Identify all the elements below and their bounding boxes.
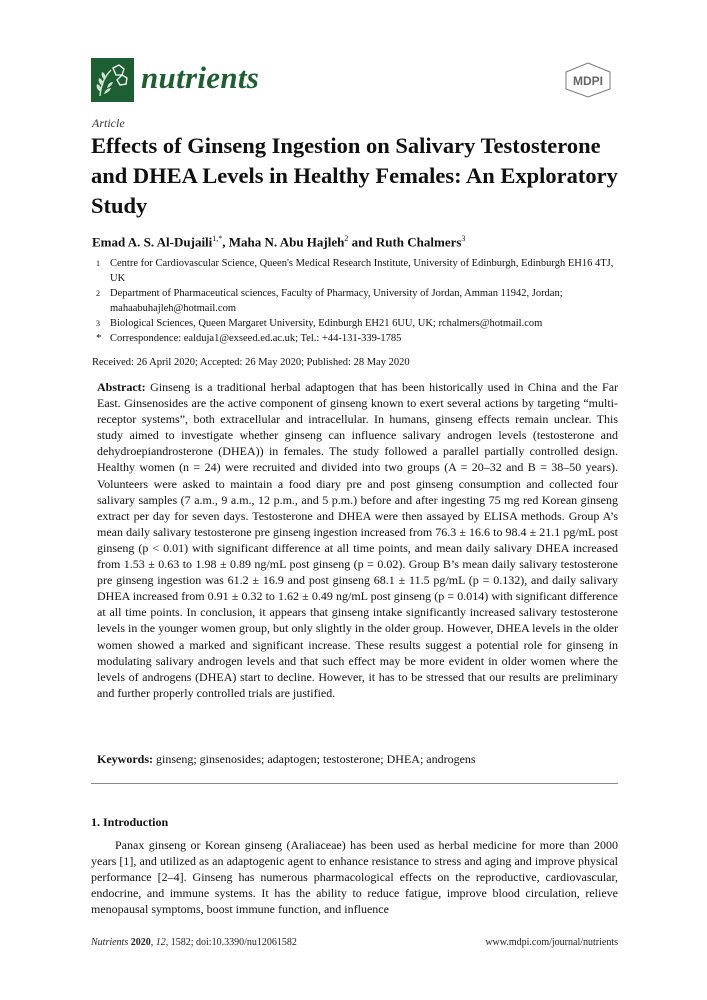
section-heading-introduction: 1. Introduction [91, 815, 169, 829]
author-name: Maha N. Abu Hajleh [228, 234, 345, 250]
journal-header [91, 58, 621, 108]
author-separator: and [348, 234, 376, 250]
affiliation-text: Department of Pharmaceutical sciences, Faculty of Pharmacy, University of Jordan, Amman 11942, Jordan; mahaabuhajleh@hotmail.com [110, 288, 563, 314]
author-affiliation-mark: 3 [461, 234, 466, 243]
author-name: Ruth Chalmers [375, 234, 462, 250]
keywords-text: ginseng; ginsenosides; adaptogen; testosterone; DHEA; androgens [156, 752, 476, 766]
affiliation-text: Biological Sciences, Queen Margaret University, Edinburgh EH21 6UU, UK; rchalmers@hotmail.com [110, 318, 543, 329]
paper-title: Effects of Ginseng Ingestion on Salivary Testosterone and DHEA Levels in Healthy Females: An Exploratory Study [91, 133, 618, 218]
nutrients-leaf-molecule-icon [91, 58, 134, 102]
correspondence-mark: * [96, 332, 102, 344]
footer-volume: 12 [155, 937, 166, 948]
footer-journal: Nutrients [91, 937, 129, 948]
journal-name: nutrients [141, 60, 260, 95]
affiliations [92, 256, 622, 346]
abstract-label: Abstract: [97, 380, 146, 394]
abstract [97, 379, 618, 701]
author-list [92, 234, 465, 250]
abstract-text: Ginseng is a traditional herbal adaptogen that has been historically used in China and the Far East. Ginsenosides are the active component of ginseng known to exert several actions by targeting “multi-receptor systems”, both extracellular and intracellular. In humans, ginseng effects remain unclear. This study aimed to investigate whether ginseng can influence salivary androgen levels (testosterone and dehydroepiandrosterone (DHEA)) in females. The study followed a parallel partially controlled design. Healthy women (n = 24) were recruited and divided into two groups (A = 20–32 and B = 38–50 years). Volunteers were asked to maintain a food diary pre and post ginseng consumption and collected four salivary samples (7 a.m., 9 a.m., 12 p.m., and 5 p.m.) before and after ingesting 75 mg red Korean ginseng extract per day for seven days. Testosterone and DHEA were then assayed by ELISA methods. Group A’s mean daily salivary testosterone pre ginseng ingestion increased from 76.3 ± 16.6 to 98.4 ± 21.1 pg/mL post ginseng (p < 0.01) with significant difference at all time points, and mean daily salivary DHEA increased from 1.53 ± 0.63 to 1.98 ± 0.89 ng/mL post ginseng (p = 0.02). Group B’s mean daily salivary testosterone pre ginseng ingestion was 61.2 ± 16.9 and post ginseng 68.1 ± 11.5 pg/mL (p = 0.132), and daily salivary DHEA increased from 0.91 ± 0.32 to 1.62 ± 0.49 ng/mL post ginseng (p = 0.014) with significant difference at all time points. In conclusion, it appears that ginseng intake significantly increased salivary testosterone levels in the younger women group, but only slightly in the older group. However, DHEA levels in the older women showed a marked and significant increase. These results suggest a potential role for ginseng in modulating salivary androgen levels and that such effect may be more evident in older women where the levels of androgens (DHEA) start to decline. However, it has to be stressed that our results are preliminary and further properly controlled trials are justified. [97, 380, 619, 700]
author-affiliation-mark: 1,* [212, 234, 223, 243]
mdpi-logo-icon [563, 62, 613, 98]
footer-doi: , 1582; doi:10.3390/nu12061582 [165, 937, 297, 948]
correspondence-item [92, 331, 622, 346]
correspondence-text: Correspondence: ealduja1@exseed.ed.ac.uk; Tel.: +44-131-339-1785 [110, 333, 402, 344]
affiliation-item [92, 256, 622, 286]
footer-year: 2020 [130, 937, 151, 948]
citation-line: Nutrients 2020, 12, 1582; doi:10.3390/nu12061582 [91, 937, 297, 948]
author-separator: , [222, 234, 229, 250]
affiliation-mark: 2 [96, 289, 100, 298]
affiliation-item [92, 316, 622, 331]
affiliation-item [92, 286, 622, 316]
author-affiliation-mark: 2 [344, 234, 349, 243]
affiliation-mark: 3 [96, 319, 100, 328]
author-name: Emad A. S. Al-Dujaili [92, 234, 213, 250]
affiliation-mark: 1 [96, 259, 100, 268]
svg-text:MDPI: MDPI [573, 74, 603, 88]
keywords [97, 752, 618, 767]
affiliation-text: Centre for Cardiovascular Science, Queen's Medical Research Institute, University of Edinburgh, Edinburgh EH16 4TJ, UK [110, 258, 614, 284]
publication-dates: Received: 26 April 2020; Accepted: 26 May 2020; Published: 28 May 2020 [92, 357, 410, 368]
article-type: Article [92, 116, 125, 130]
introduction-paragraph: Panax ginseng or Korean ginseng (Araliaceae) has been used as herbal medicine for more than 2000 years [1], and utilized as an adaptogenic agent to enhance resistance to stress and aging and improve physical performance [2–4]. Ginseng has numerous pharmacological effects on the reproductive, cardiovascular, endocrine, and immune systems. It has the ability to reduce fatigue, improve blood circulation, relieve menopausal symptoms, boost immune function, and influence [91, 838, 618, 916]
journal-url-link[interactable]: www.mdpi.com/journal/nutrients [485, 937, 618, 948]
keywords-label: Keywords: [97, 752, 153, 766]
section-divider [91, 783, 618, 784]
